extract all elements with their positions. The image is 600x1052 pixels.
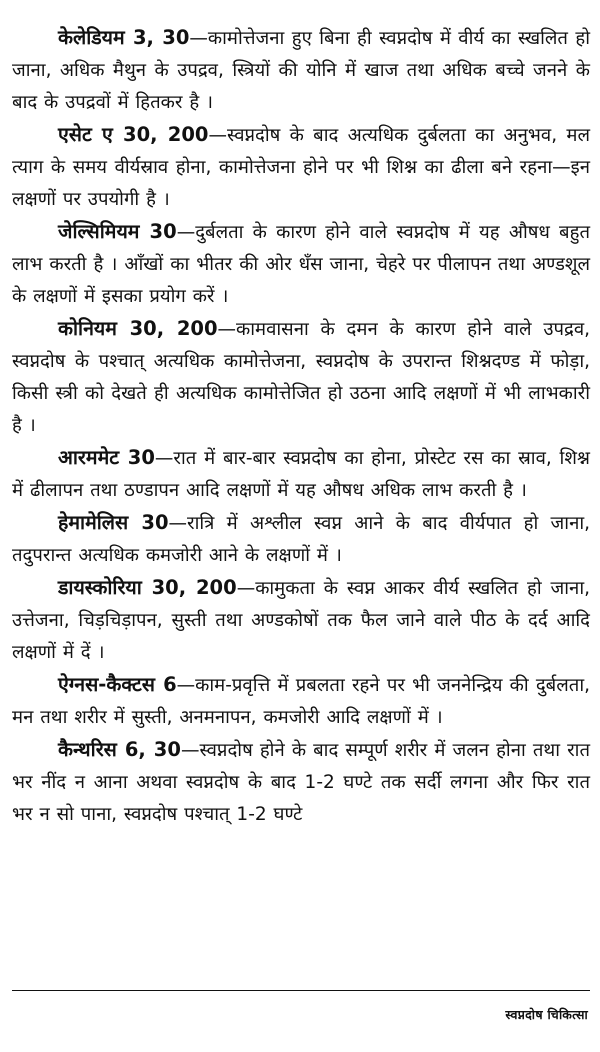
remedy-description: —रात में बार-बार स्वप्नदोष का होना, प्रोस्टेट रस का स्राव, शिश्न में ढीलापन तथा ठण्डापन आदि लक्षणों में यह औषध अधिक लाभ करती है । [12,448,590,501]
remedy-entry-acid-phos [12,119,590,216]
remedy-name: जेल्सिमियम 30 [58,220,177,243]
remedy-entry-caladium [12,22,590,119]
remedy-list [12,22,590,831]
remedy-name: आरममेट 30 [58,446,155,469]
remedy-name: केलेडियम 3, 30 [58,26,190,49]
remedy-description: —कामुकता के स्वप्न आकर वीर्य स्खलित हो जाना, उत्तेजना, चिड़चिड़ापन, सुस्ती तथा अण्डकोषों तक फैल जाने वाले पीठ के दर्द आदि लक्षणों में दें । [12,578,590,663]
remedy-entry-gelsemium [12,216,590,313]
remedy-entry-agnus-castus [12,669,590,734]
remedy-description: —काम-प्रवृत्ति में प्रबलता रहने पर भी जननेन्द्रिय की दुर्बलता, मन तथा शरीर में सुस्ती, अनमनापन, कमजोरी आदि लक्षणों में । [12,675,590,728]
remedy-entry-aurum-met [12,442,590,507]
remedy-name: कैन्थरिस 6, 30 [58,738,181,761]
remedy-entry-conium [12,313,590,442]
remedy-name: डायस्कोरिया 30, 200 [58,576,237,599]
running-footer-title: स्वप्नदोष चिकित्सा [505,1007,588,1022]
remedy-description: —दुर्बलता के कारण होने वाले स्वप्नदोष में यह औषध बहुत लाभ करती है । आँखों का भीतर की ओर धँस जाना, चेहरे पर पीलापन तथा अण्डशूल के लक्षणों में इसका प्रयोग करें । [12,222,590,307]
remedy-name: ऐग्नस-कैक्टस 6 [58,673,177,696]
remedy-description: —कामोत्तेजना हुए बिना ही स्वप्नदोष में वीर्य का स्खलित हो जाना, अधिक मैथुन के उपद्रव, स्त्रियों की योनि में खाज तथा अधिक बच्चे जनने के बाद के उपद्रवों में हितकर है । [12,28,591,113]
remedy-description: —कामवासना के दमन के कारण होने वाले उपद्रव, स्वप्नदोष के पश्चात् अत्यधिक कामोत्तेजना, स्वप्नदोष के उपरान्त शिश्नदण्ड में फोड़ा, किसी स्त्री को देखते ही अत्यधिक कामोत्तेजित हो उठना आदि लक्षणों में भी लाभकारी है । [12,319,590,436]
remedy-name: हेमामेलिस 30 [58,511,169,534]
remedy-description: —रात्रि में अश्लील स्वप्न आने के बाद वीर्यपात हो जाना, तदुपरान्त अत्यधिक कमजोरी आने के लक्षणों में । [12,513,591,566]
remedy-entry-dioscorea [12,572,590,669]
remedy-description: —स्वप्नदोष के बाद अत्यधिक दुर्बलता का अनुभव, मल त्याग के समय वीर्यस्राव होना, कामोत्तेजना होने पर भी शिश्न का ढीला बने रहना—इन लक्षणों पर उपयोगी है । [12,125,590,210]
remedy-entry-cantharis [12,734,590,831]
remedy-name: एसेट ए 30, 200 [58,123,209,146]
remedy-description: —स्वप्नदोष होने के बाद सम्पूर्ण शरीर में जलन होना तथा रात भर नींद न आना अथवा स्वप्नदोष के बाद 1-2 घण्टे तक सर्दी लगना और फिर रात भर न सो पाना, स्वप्नदोष पश्चात् 1-2 घण्टे [12,740,590,825]
remedy-entry-hamamelis [12,507,590,572]
remedy-name: कोनियम 30, 200 [58,317,218,340]
footer-divider [12,990,590,991]
